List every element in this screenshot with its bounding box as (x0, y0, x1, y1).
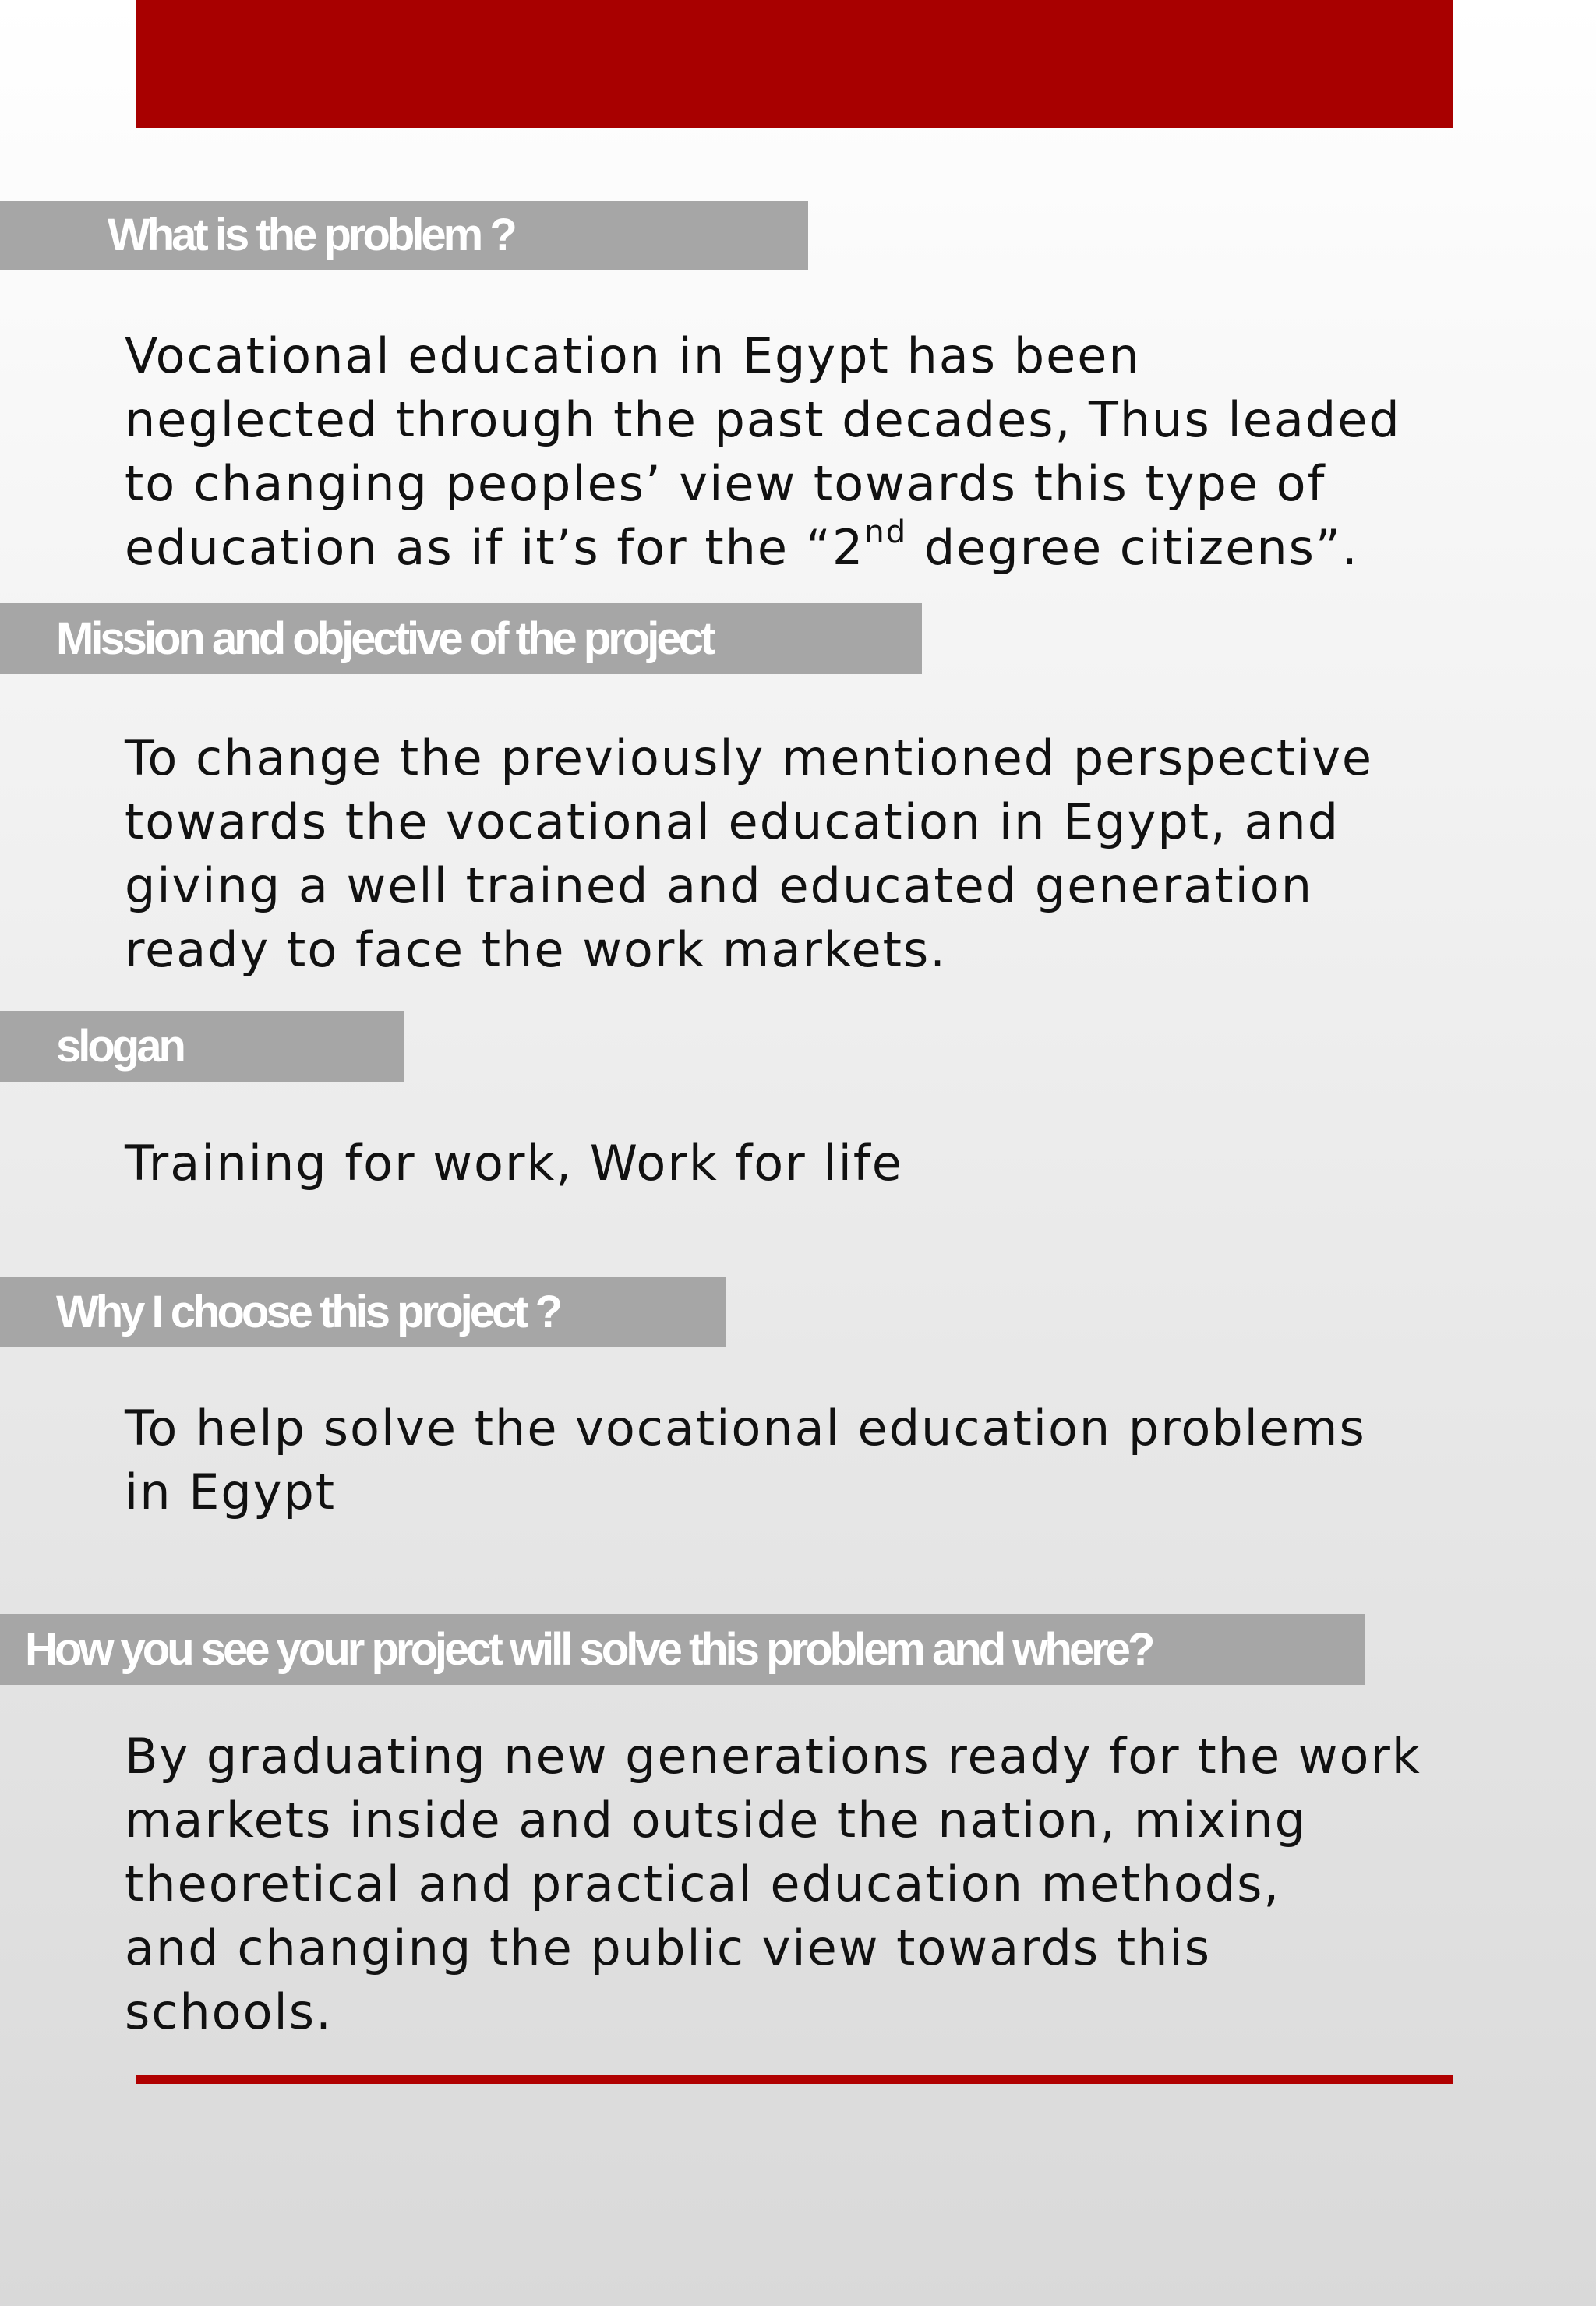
section-heading-label: slogan (56, 1020, 183, 1072)
section-body-mission (125, 726, 1465, 982)
section-heading-label: Mission and objective of the project (56, 613, 713, 664)
section-body-how (125, 1725, 1465, 2044)
section-heading-problem (0, 201, 808, 270)
section-heading-slogan (0, 1011, 404, 1082)
body-line (125, 516, 1465, 580)
section-body-problem (125, 324, 1465, 580)
body-line: theoretical and practical education methods, (125, 1856, 1281, 1912)
body-line: and changing the public view towards this (125, 1919, 1211, 1976)
body-line: Training for work, Work for life (125, 1135, 903, 1192)
body-line: towards the vocational education in Egypt, and (125, 793, 1340, 850)
bottom-rule (136, 2075, 1453, 2084)
body-line: giving a well trained and educated generation (125, 857, 1314, 914)
body-line: markets inside and outside the nation, mixing (125, 1792, 1308, 1849)
body-line: to changing peoples’ view towards this type of (125, 455, 1326, 512)
body-line: schools. (125, 1983, 333, 2040)
section-heading-label: What is the problem ? (108, 210, 514, 260)
body-line: neglected through the past decades, Thus leaded (125, 391, 1401, 448)
body-line: Vocational education in Egypt has been (125, 327, 1141, 384)
section-heading-why (0, 1277, 726, 1347)
body-line-part: education as if it’s for the “2 (125, 519, 865, 576)
body-line: To change the previously mentioned perspective (125, 729, 1374, 786)
section-heading-label: Why I choose this project ? (56, 1287, 560, 1337)
top-banner (136, 0, 1453, 128)
body-line: To help solve the vocational education problems (125, 1400, 1366, 1457)
section-heading-mission (0, 603, 922, 674)
body-line: ready to face the work markets. (125, 921, 947, 978)
ordinal-suffix: nd (864, 514, 908, 551)
section-body-slogan (125, 1132, 1465, 1195)
body-line-part: degree citizens”. (907, 519, 1359, 576)
body-line: in Egypt (125, 1464, 337, 1520)
section-body-why (125, 1397, 1465, 1524)
body-line: By graduating new generations ready for the work (125, 1728, 1421, 1785)
section-heading-label: How you see your project will solve this problem and where? (25, 1623, 1153, 1675)
section-heading-how (0, 1614, 1365, 1685)
